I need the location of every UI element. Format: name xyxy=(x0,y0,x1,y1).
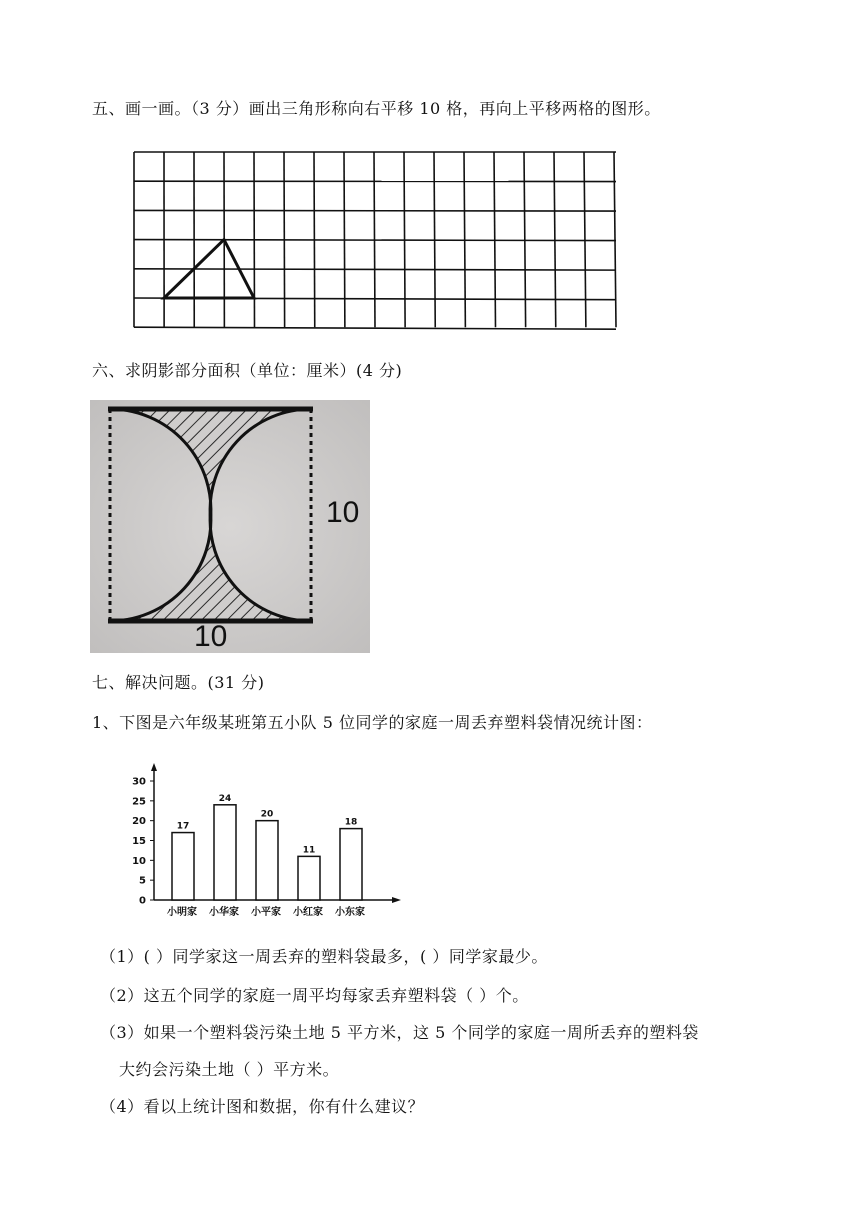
bar xyxy=(214,805,236,900)
grid-horizontal-line xyxy=(134,327,616,329)
bottom-length-label: 10 xyxy=(194,620,228,653)
bar-value-label: 20 xyxy=(260,809,274,820)
bar-value-label: 11 xyxy=(302,845,316,856)
translation-grid xyxy=(130,150,620,332)
plastic-bag-bar-chart xyxy=(112,755,412,925)
y-tick-label: 5 xyxy=(139,875,146,887)
grid-vertical-line xyxy=(614,152,616,327)
category-label: 小红家 xyxy=(293,907,323,918)
sub-question-1: （1）( ）同学家这一周丢弃的塑料袋最多，( ）同学家最少。 xyxy=(100,947,548,966)
bar-value-label: 24 xyxy=(218,793,232,804)
bar xyxy=(172,833,194,900)
bar xyxy=(256,821,278,900)
category-label: 小华家 xyxy=(209,907,239,918)
grid-vertical-line xyxy=(554,152,556,327)
y-axis-arrow xyxy=(151,763,157,771)
y-tick-label: 25 xyxy=(132,796,146,808)
y-tick-label: 20 xyxy=(132,816,146,828)
bar xyxy=(298,856,320,900)
bar xyxy=(340,829,362,900)
x-axis-arrow xyxy=(392,897,401,903)
shaded-area-figure xyxy=(90,400,370,653)
grid-horizontal-line xyxy=(134,240,616,241)
y-tick-label: 30 xyxy=(132,776,146,788)
bar-value-label: 18 xyxy=(344,817,358,828)
category-label: 小平家 xyxy=(251,907,281,918)
question-1-text: 1、下图是六年级某班第五小队 5 位同学的家庭一周丢弃塑料袋情况统计图： xyxy=(92,713,653,732)
grid-vertical-line xyxy=(524,152,526,327)
category-label: 小东家 xyxy=(335,907,365,918)
y-tick-label: 10 xyxy=(132,855,146,867)
side-length-label: 10 xyxy=(326,496,360,529)
section-7-title: 七、解决问题。(31 分) xyxy=(92,673,265,692)
section-5-title: 五、画一画。（3 分）画出三角形称向右平移 10 格，再向上平移两格的图形。 xyxy=(92,99,661,118)
section-6-title: 六、求阴影部分面积（单位：厘米）(4 分) xyxy=(92,361,403,380)
y-tick-label: 15 xyxy=(132,836,146,847)
bar-value-label: 17 xyxy=(176,821,190,832)
y-tick-label: 0 xyxy=(139,895,146,907)
grid-horizontal-line xyxy=(134,269,616,270)
grid-horizontal-line xyxy=(134,210,616,211)
sub-question-4: （4）看以上统计图和数据，你有什么建议？ xyxy=(100,1097,425,1116)
category-label: 小明家 xyxy=(167,907,197,918)
sub-question-3-line-1: （3）如果一个塑料袋污染土地 5 平方米，这 5 个同学的家庭一周所丢弃的塑料袋 xyxy=(100,1023,699,1042)
sub-question-2: （2）这五个同学的家庭一周平均每家丢弃塑料袋（ ）个。 xyxy=(100,986,529,1005)
grid-vertical-line xyxy=(584,152,586,327)
sub-question-3-line-2: 大约会污染土地（ ）平方米。 xyxy=(119,1060,340,1079)
